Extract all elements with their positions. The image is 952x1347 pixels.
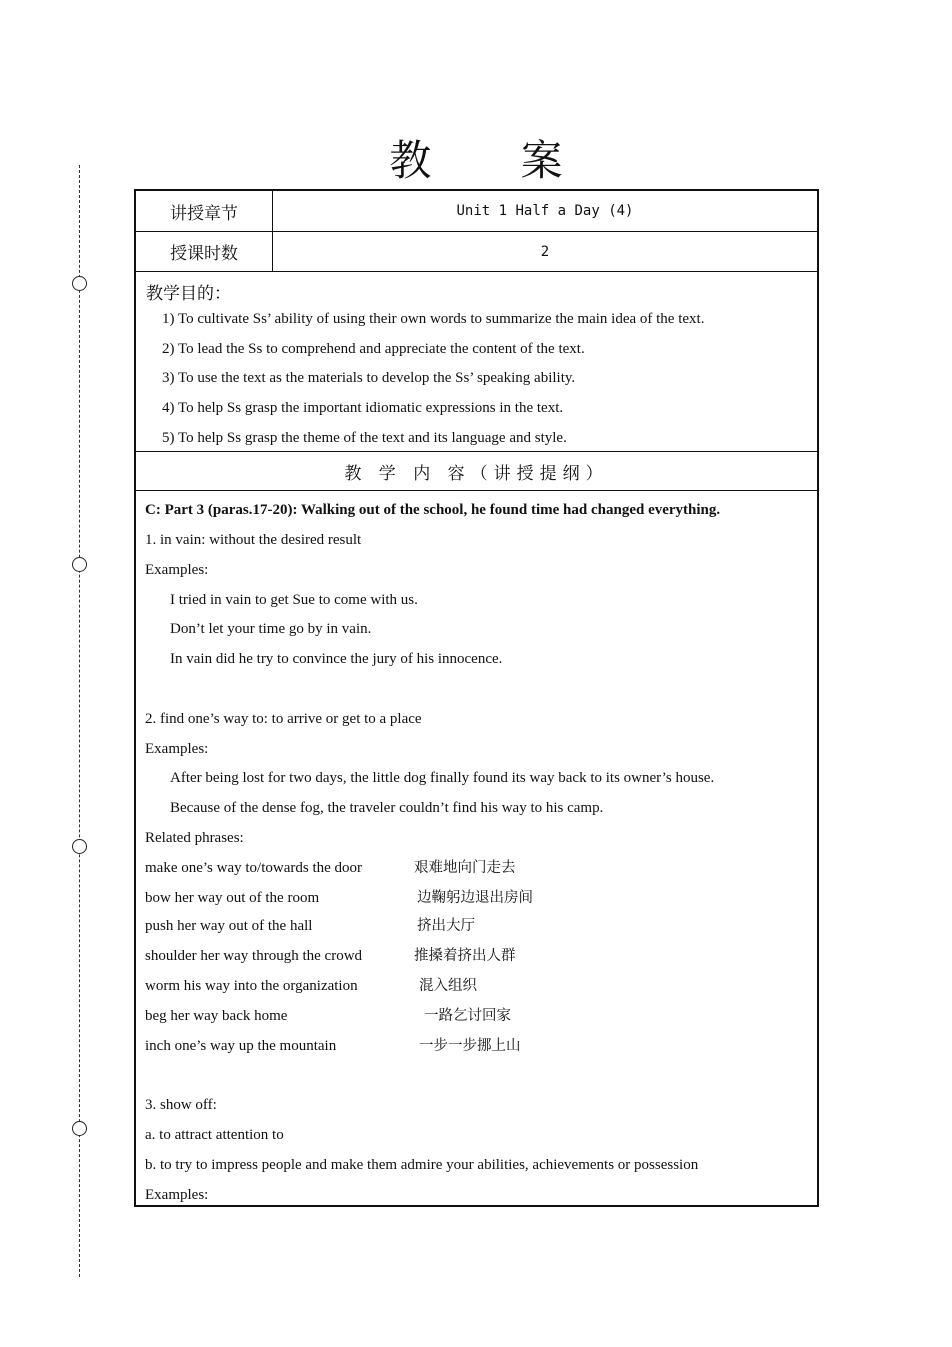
example-sentence: Don’t let your time go by in vain. <box>170 621 372 637</box>
chapter-label: 讲授章节 <box>136 191 273 231</box>
binding-margin-line <box>79 165 80 1277</box>
page-title: 教 案 <box>389 136 601 185</box>
phrase-en: worm his way into the organization <box>145 978 358 994</box>
phrase-en: shoulder her way through the crowd <box>145 948 363 964</box>
examples-label: Examples: <box>145 1187 209 1203</box>
phrase-zh: 混入组织 <box>419 978 477 994</box>
phrase-en: beg her way back home <box>145 1008 288 1024</box>
objective-item: 3) To use the text as the materials to develop the Ss’ speaking ability. <box>162 370 576 386</box>
chapter-row <box>136 191 817 232</box>
phrase-zh: 一步一步挪上山 <box>419 1038 521 1054</box>
part-title: C: Part 3 (paras.17-20): Walking out of the school, he found time had changed everything. <box>145 502 721 518</box>
definition-b: b. to try to impress people and make them admire your abilities, achievements or possession <box>145 1157 699 1173</box>
phrase-en: inch one’s way up the mountain <box>145 1038 337 1054</box>
objective-item: 2) To lead the Ss to comprehend and appreciate the content of the text. <box>162 341 585 357</box>
objective-item: 4) To help Ss grasp the important idiomatic expressions in the text. <box>162 400 564 416</box>
phrase-en: make one’s way to/towards the door <box>145 860 363 876</box>
phrase-zh: 挤出大厅 <box>417 918 475 934</box>
phrase-en: push her way out of the hall <box>145 918 313 934</box>
example-sentence: After being lost for two days, the little dog finally found its way back to its owner’s house. <box>170 770 715 786</box>
phrase-en: bow her way out of the room <box>145 890 320 906</box>
related-phrases-label: Related phrases: <box>145 830 244 846</box>
phrase-zh: 艰难地向门走去 <box>414 860 516 876</box>
objectives-heading: 教学目的： <box>146 284 231 304</box>
item-1-heading: 1. in vain: without the desired result <box>145 532 362 548</box>
examples-label: Examples: <box>145 741 209 757</box>
lesson-plan-table <box>134 189 819 1207</box>
examples-label: Examples: <box>145 562 209 578</box>
hours-label: 授课时数 <box>136 232 273 271</box>
objective-item: 1) To cultivate Ss’ ability of using their own words to summarize the main idea of the text. <box>162 311 705 327</box>
example-sentence: I tried in vain to get Sue to come with us. <box>170 592 418 608</box>
binding-hole <box>72 276 87 291</box>
hours-row <box>136 232 817 272</box>
binding-hole <box>72 839 87 854</box>
item-3-heading: 3. show off: <box>145 1097 217 1113</box>
hours-value: 2 <box>540 243 550 260</box>
item-2-heading: 2. find one’s way to: to arrive or get to a place <box>145 711 422 727</box>
example-sentence: Because of the dense fog, the traveler couldn’t find his way to his camp. <box>170 800 604 816</box>
phrase-zh: 推搡着挤出人群 <box>414 948 516 964</box>
example-sentence: In vain did he try to convince the jury of his innocence. <box>170 651 503 667</box>
phrase-zh: 边鞠躬边退出房间 <box>417 890 533 906</box>
objectives-section <box>136 272 817 452</box>
phrase-zh: 一路乞讨回家 <box>424 1008 511 1024</box>
binding-hole <box>72 1121 87 1136</box>
definition-a: a. to attract attention to <box>145 1127 284 1143</box>
binding-hole <box>72 557 87 572</box>
content-heading: 教 学 内 容（讲授提纲） <box>136 452 817 491</box>
objective-item: 5) To help Ss grasp the theme of the text and its language and style. <box>162 430 567 446</box>
chapter-value: Unit 1 Half a Day (4) <box>456 203 634 219</box>
